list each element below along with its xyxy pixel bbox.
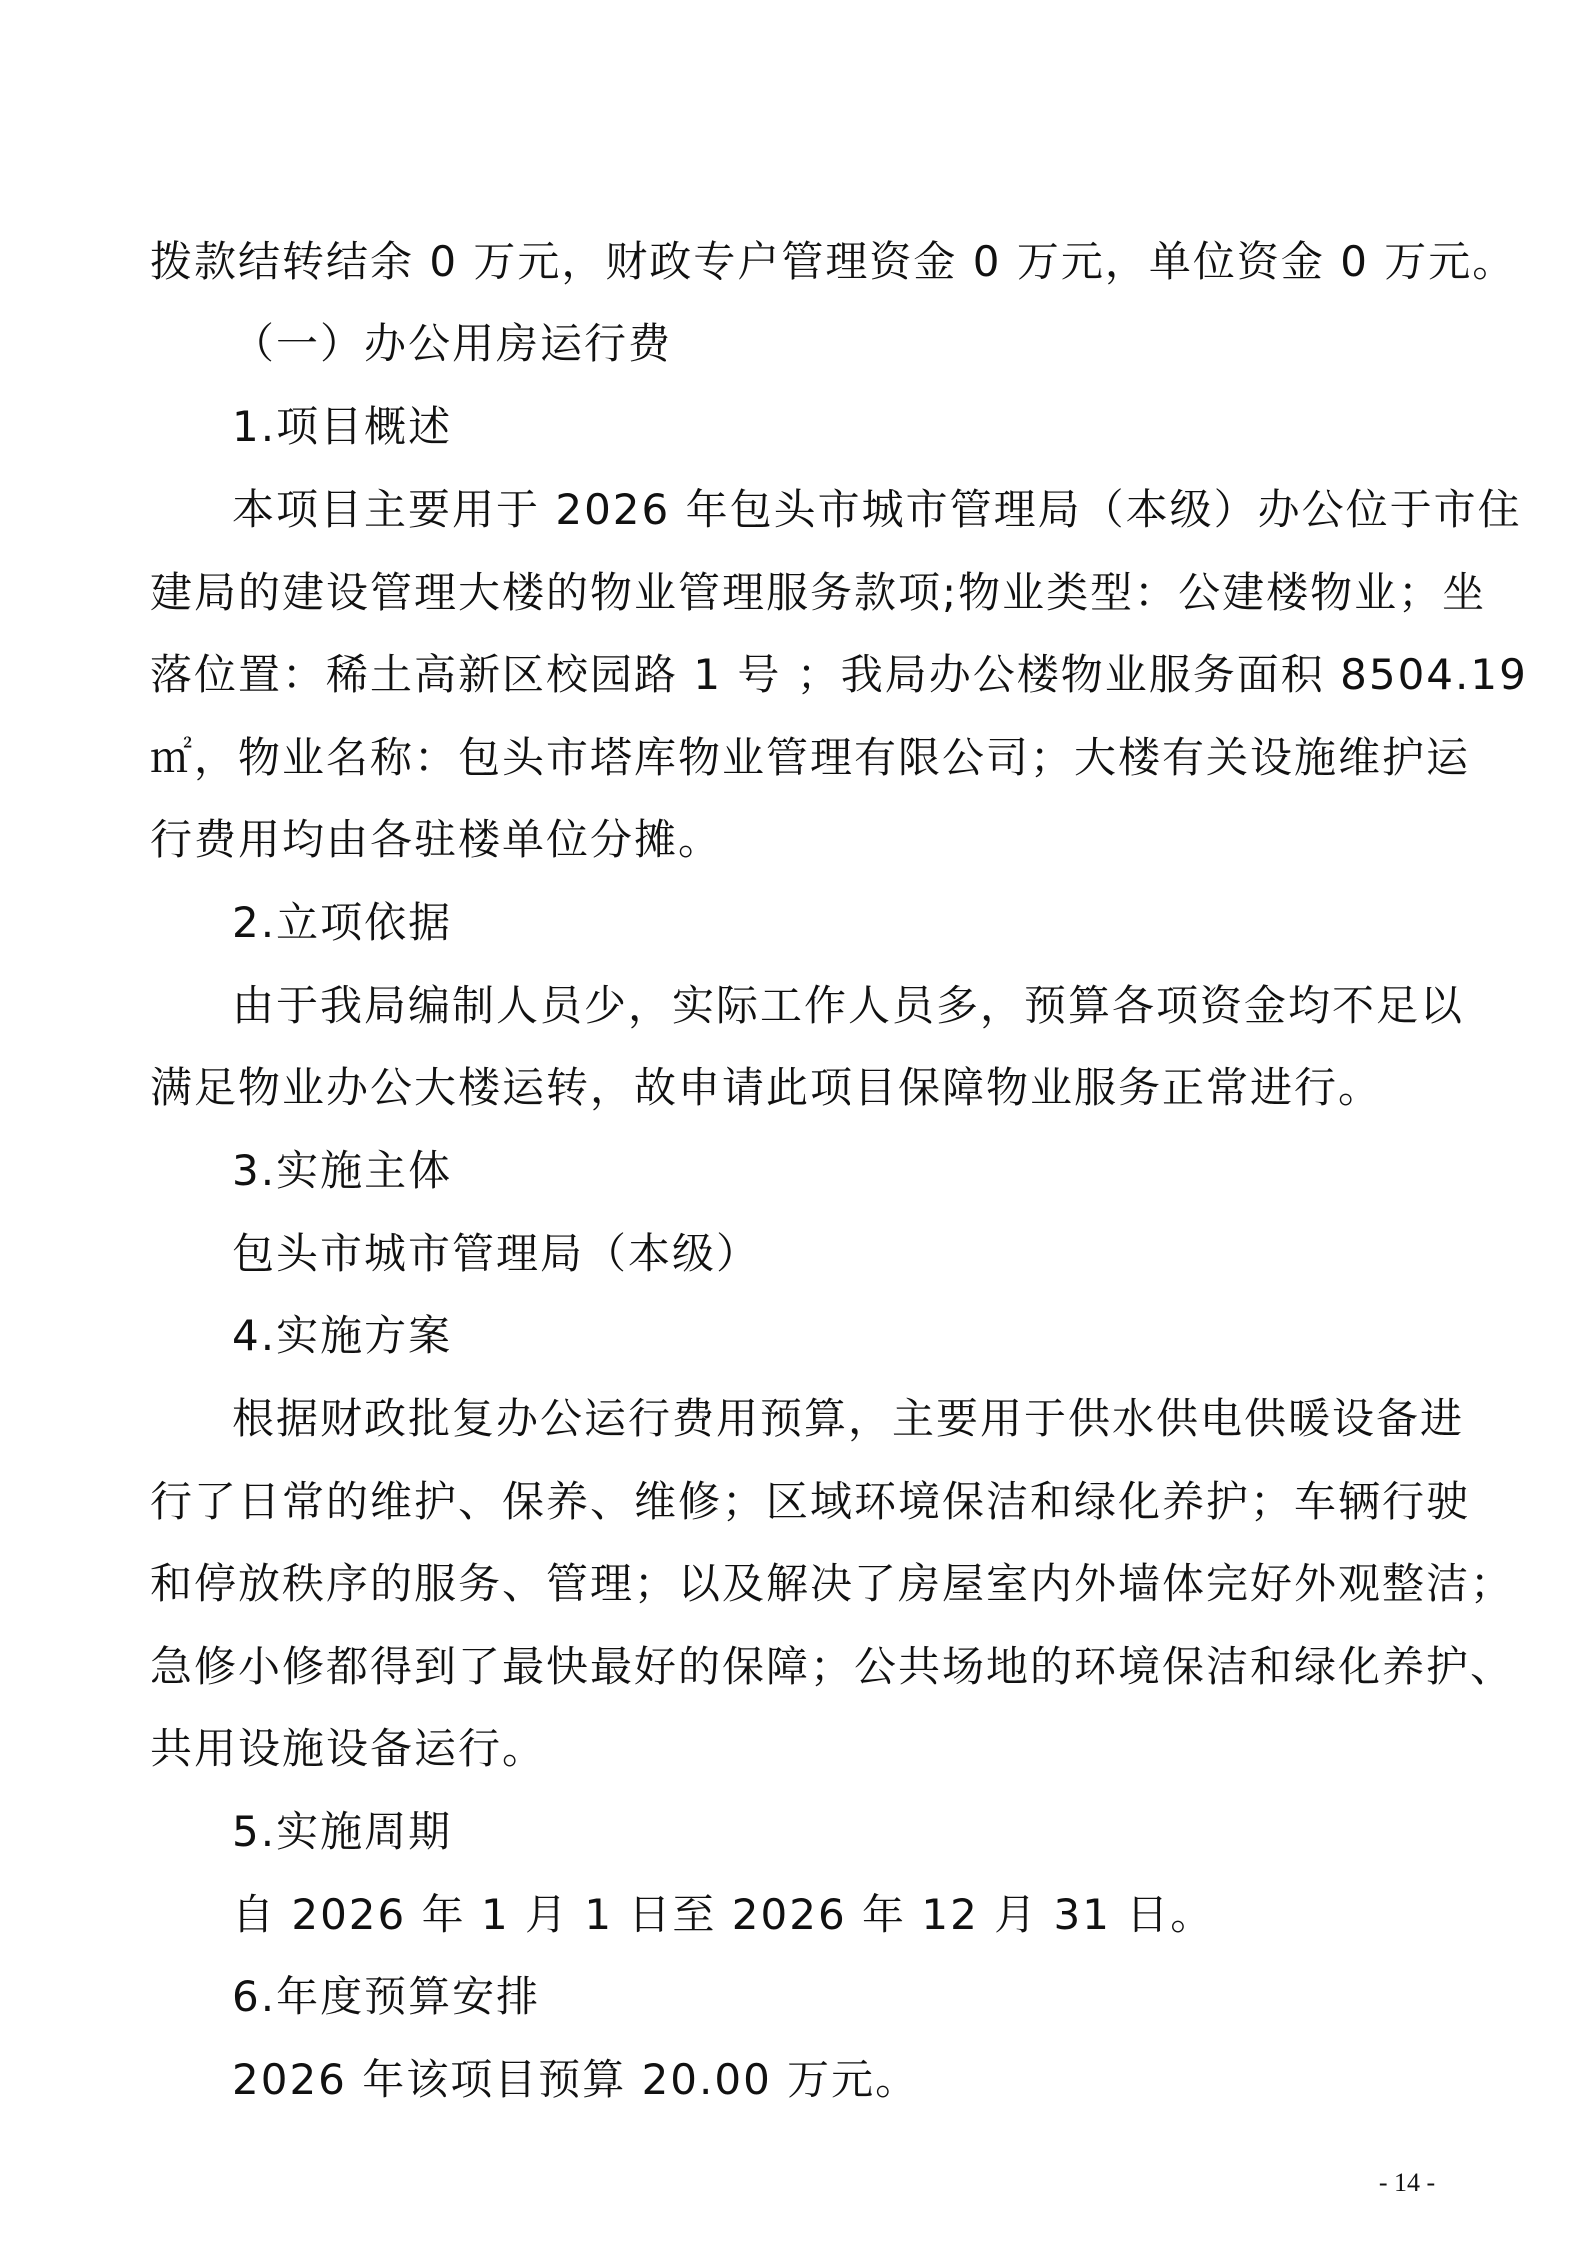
subheading-basis: 2.立项依据 [232,898,453,947]
text-line-overview-3: 落位置：稀土高新区校园路 1 号 ；我局办公楼物业服务面积 8504.19 [150,650,1528,699]
text-line-plan-5: 共用设施设备运行。 [150,1724,547,1773]
subheading-budget: 6.年度预算安排 [232,1972,541,2021]
subheading-overview: 1.项目概述 [232,402,453,451]
text-line-plan-3: 和停放秩序的服务、管理；以及解决了房屋室内外墙体完好外观整洁； [150,1559,1515,1608]
text-line-basis-1: 由于我局编制人员少，实际工作人员多，预算各项资金均不足以 [232,981,1465,1030]
page-number: - 14 - [1378,2168,1436,2197]
subheading-period: 5.实施周期 [232,1807,453,1856]
text-line-period: 自 2026 年 1 月 1 日至 2026 年 12 月 31 日。 [232,1890,1215,1939]
text-line-plan-1: 根据财政批复办公运行费用预算，主要用于供水供电供暖设备进 [232,1394,1465,1443]
text-line-subject: 包头市城市管理局（本级） [232,1229,761,1278]
text-line-budget: 2026 年该项目预算 20.00 万元。 [232,2055,920,2104]
text-line-plan-2: 行了日常的维护、保养、维修；区域环境保洁和绿化养护；车辆行驶 [150,1477,1471,1526]
text-line-plan-4: 急修小修都得到了最快最好的保障；公共场地的环境保洁和绿化养护、 [150,1642,1515,1691]
text-line-carryover: 拨款结转结余 0 万元，财政专户管理资金 0 万元，单位资金 0 万元。 [150,237,1517,286]
text-line-overview-1: 本项目主要用于 2026 年包头市城市管理局（本级）办公位于市住 [232,485,1522,534]
subheading-plan: 4.实施方案 [232,1311,453,1360]
subheading-subject: 3.实施主体 [232,1146,453,1195]
text-line-basis-2: 满足物业办公大楼运转，故申请此项目保障物业服务正常进行。 [150,1063,1383,1112]
text-line-overview-5: 行费用均由各驻楼单位分摊。 [150,815,723,864]
section-heading-office-cost: （一）办公用房运行费 [232,319,673,368]
text-line-overview-4: ㎡，物业名称：包头市塔库物业管理有限公司；大楼有关设施维护运 [150,733,1471,782]
text-line-overview-2: 建局的建设管理大楼的物业管理服务款项;物业类型：公建楼物业；坐 [150,568,1487,617]
